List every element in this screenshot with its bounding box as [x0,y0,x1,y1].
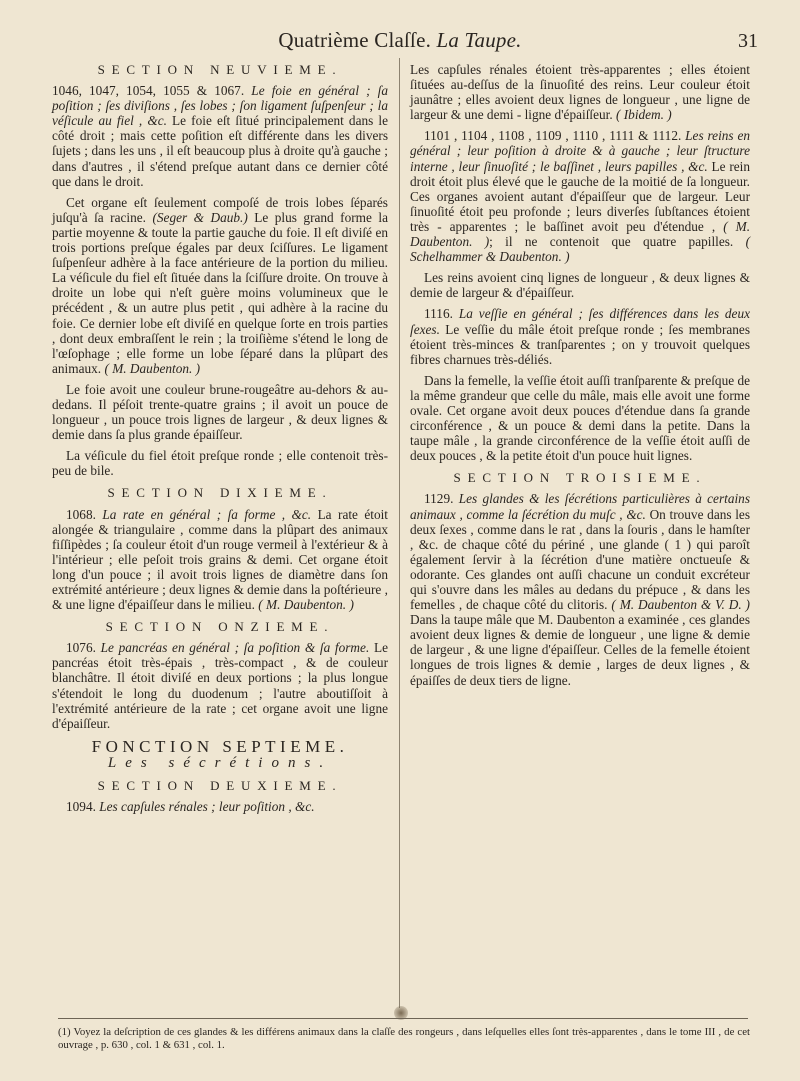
paragraph-text: Les capſules rénales étoient très-apparentes ; elles étoient ſituées au-deſſus de la ſinuoſité des reins. Leur couleur étoit jaunâtre ; elles avoient deux lignes de longueur , une ligne de largeur & une demi - ligne d'épaiſſeur. [410,62,750,123]
running-header [0,26,800,56]
page-number: 31 [738,30,758,52]
paragraph-text: Le foie eſt ſitué principalement dans le côté droit ; mais cette poſition eſt différente dans les divers ſujets ; dans les uns , il eſt beaucoup plus à droite qu'à gauche ; dans d'autres , il s'étend preſque autant dans ce dernier côté que dans le droit. [52,113,389,189]
column-divider [399,58,400,1008]
citation: ( Schelhammer & Daubenton. ) [410,234,750,265]
article-number: 1116. [424,306,453,322]
function-heading: FONCTION SEPTIEME. [91,736,349,756]
article-topic: Les capſules rénales ; leur poſition , &c. [99,799,315,815]
paragraph: Les reins avoient cinq lignes de longueur , & deux lignes & demie de largeur & d'épaiſſeur. [410,270,750,301]
article-number: 1129. [424,491,454,507]
paragraph-text: ; il ne contenoit que quatre papilles. [489,234,734,250]
article-topic: La rate en général ; ſa forme , &c. [102,506,312,522]
citation: ( Ibidem. ) [615,107,672,123]
section-heading: SECTION ONZIEME. [105,619,335,635]
paragraph [410,128,750,264]
paragraph-text: Le plus grand forme la partie moyenne & toute la partie gauche du foie. Il eſt diviſé en trois portions preſque égales par deux ſciſſures. Le ligament ſuſpenſeur adhère à la face antérieure de la portion du milieu. La véſicule du fiel eſt ſituée dans la ſciſſure droite. On trouve à droite un lobe qui n'eſt guère moins volumineux que le précédent , & un autre plus petit , qui adhère à la racine du foie. Ce dernier lobe eſt diviſé en quelque ſorte en trois parties , dont deux embraſſent le rein ; la troiſième s'étend le long de l'œſophage ; elle forme un lobe ſéparé dans la plûpart des animaux. [52,209,389,376]
article-number: 1094. [66,799,96,815]
paragraph [410,306,750,366]
paragraph-text: Le rein droit étoit plus élevé que le gauche de la moitié de ſa longueur. Ces organes avoient autant d'épaiſſeur que de largeur. Leur ſinuoſité étoit peu profonde ; leurs diverſes ſubſtances étoient très - apparentes ; le baſſinet avoit peu d'étendue , [410,158,750,234]
paragraph [52,799,388,814]
running-title-animal: La Taupe. [436,28,522,52]
paragraph-text: La rate étoit alongée & triangulaire , comme dans la plûpart des animaux fiſſipèdes ; ſa couleur étoit d'un rouge vermeil à l'extérieur & à l'intérieur ; elle peſoit trois grains & demi. Cet organe étoit long d'un pouce ; il avoit trois lignes de diamètre dans ſon extrémité antérieure ; deux lignes & demie dans la poſtérieure , & une ligne d'épaiſſeur dans le milieu. [52,506,389,613]
paragraph [52,195,388,376]
paragraph: Dans la femelle, la veſſie étoit auſſi tranſparente & preſque de la même grandeur que celle du mâle, mais elle avoit une forme ovale. Cet organe avoit deux pouces d'étendue dans ſa grande circonférence , & un pouce & demi dans la petite. Dans la taupe mâle , la grande circonférence de la veſſie étoit auſſi de deux pouces , & la petite étoit d'un pouce huit lignes. [410,372,751,464]
article-topic: Le pancréas en général ; ſa poſition & ſa forme. [100,640,370,656]
footnote: (1) Voyez la deſcription de ces glandes & les différens animaux dans la claſſe des rongeurs , dans leſquelles elles ſont très-apparentes , dans le tome III , de cet ouvrage , p. 630 , col. 1 & 631 , col. 1. [58,1026,750,1051]
paragraph [410,491,750,687]
citation: ( M. Daubenton. ) [104,360,201,376]
paragraph-text: Dans la taupe mâle que M. Daubenton a examinée , ces glandes avoient deux lignes & demie de longueur , une ligne & demie de largeur , & une ligne d'épaiſſeur. Celles de la femelle étoient longues de trois lignes & demie , larges de deux lignes , & épaiſſes de deux tiers de ligne. [410,612,750,688]
paragraph-text: On trouve dans les deux ſexes , comme dans le rat , dans la ſouris , dans le hamſter , &c. de chaque côté du périné , une glande ( 1 ) qui paroît également ſervir à la ſécrétion d'une matière onctueuſe & odorante. Ces glandes ont auſſi chacune un conduit excréteur qui s'ouvre dans les mâles au dedans du prépuce , & dans les femelles , de chaque côté du clitoris. [410,506,750,613]
article-topic: Le foie en général ; ſa poſition ; ſes diviſions , ſes lobes ; ſon ligament ſuſpenſeur ; la véſicule au fiel , &c. [52,83,389,129]
article-number: 1076. [66,640,96,656]
left-column [52,62,388,820]
running-title [0,28,800,53]
section-heading: SECTION DIXIEME. [107,485,333,501]
citation: (Seger & Daub.) [152,209,248,225]
footnote-rule [58,1018,748,1019]
article-topic: Les reins en général ; leur poſition à droite & à gauche ; leur ſtructure interne , leur ſinuoſité ; le baſſinet , leurs papilles , &c. [410,128,750,174]
citation: ( M. Daubenton. ) [410,218,751,250]
article-topic: Les glandes & les ſécrétions particulières à certains animaux , comme la ſécrétion du muſc , &c. [410,491,750,522]
running-title-class: Quatrième Claſſe. [278,28,432,52]
paragraph-text: Cet organe eſt ſeulement compoſé de trois lobes ſéparés juſqu'à ſa racine. [52,194,388,225]
paragraph: Le foie avoit une couleur brune-rougeâtre au-dehors & au-dedans. Il péſoit trente-quatre grains ; il avoit un pouce de longueur , un pouce trois lignes de largeur , & deux lignes & demie dans ſa plus grande épaiſſeur. [52,381,388,443]
article-number: 1101 , 1104 , 1108 , 1109 , 1110 , 1111 & 1112. [424,128,682,144]
section-heading: SECTION DEUXIEME. [97,778,343,794]
section-heading: SECTION TROISIEME. [453,470,707,486]
article-topic: La veſſie en général ; ſes différences dans les deux ſexes. [410,306,750,337]
paragraph [52,640,388,731]
article-number: 1046, 1047, 1054, 1055 & 1067. [52,83,245,99]
citation: ( M. Daubenton. ) [258,597,354,613]
paragraph [410,62,750,122]
article-number: 1068. [66,506,96,522]
right-column [410,62,750,694]
paragraph-text: Le veſſie du mâle étoit preſque ronde ; ſes membranes étoient très-minces & tranſparentes ; on y trouvoit quelques fibres charnues très-déliés. [410,321,750,367]
paragraph: La véſicule du fiel étoit preſque ronde ; elle contenoit très-peu de bile. [52,448,388,479]
citation: ( M. Daubenton & V. D. ) [611,597,750,613]
paragraph [52,507,388,613]
function-subheading: Les sécrétions. [107,754,333,771]
paragraph [52,83,388,189]
paragraph-text: Le pancréas étoit très-épais , très-compact , & de couleur blanchâtre. Il étoit diviſé en deux portions ; la plus longue s'étendoit le long du duodenum ; l'autre aboutiſſoit à l'extrémité antérieure de la rate ; cet organe avoit une ligne d'épaiſſeur. [52,640,388,731]
section-heading: SECTION NEUVIEME. [97,62,343,77]
